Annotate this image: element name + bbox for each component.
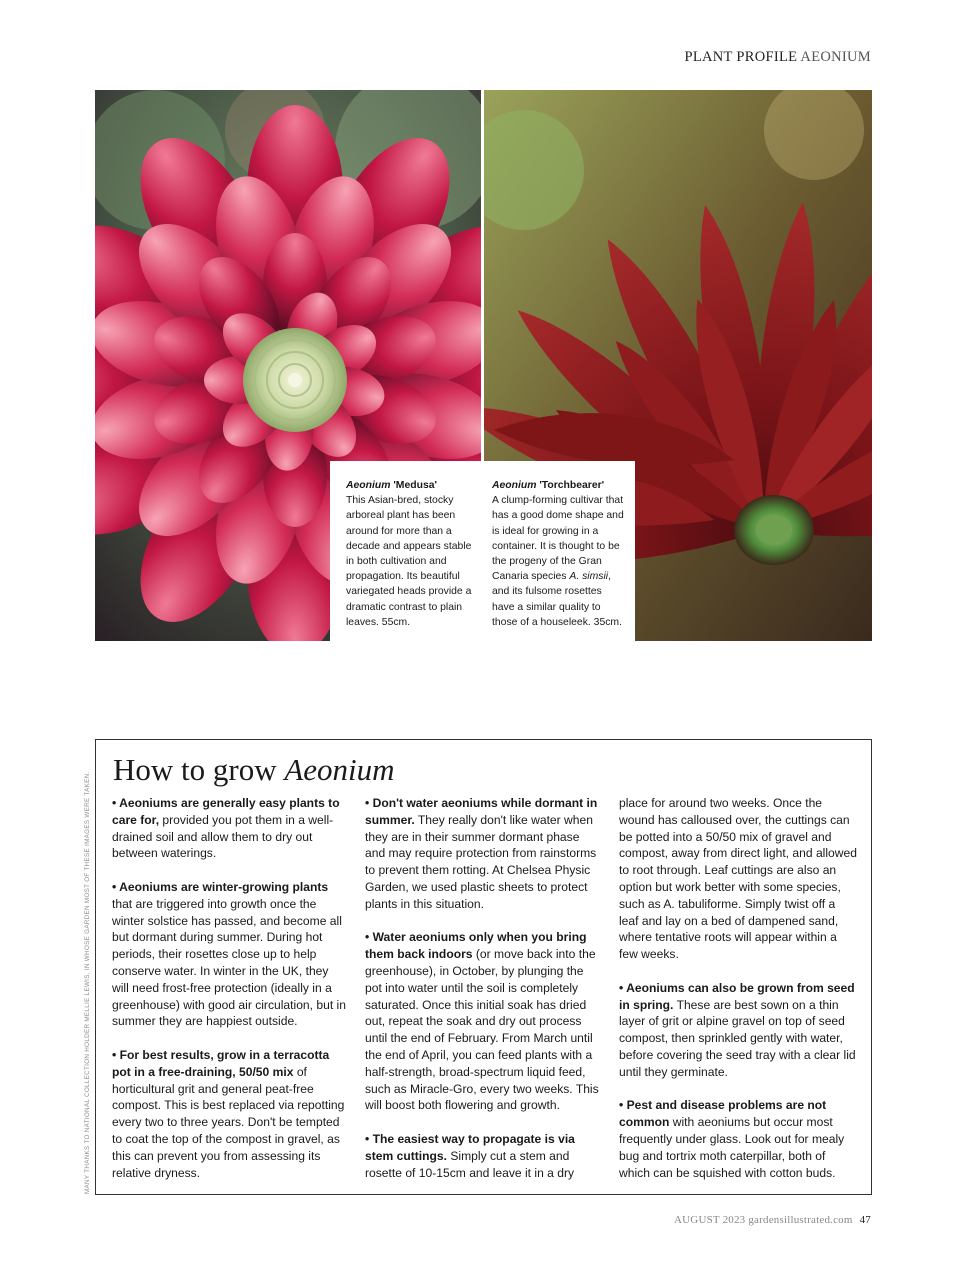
tip-seed-lead: • Aeoniums can also be grown from seed in spring.	[619, 980, 855, 1012]
caption-torchbearer-title	[492, 478, 624, 493]
caption-medusa-title	[346, 478, 476, 493]
column-1	[112, 795, 348, 1198]
tip-water-indoors-text: (or move back into the greenhouse), in October, by plunging the pot into water until the soil is completely saturated. Once this initial soak has dried out, repeat the soak and dry out process until the end of February. From March until the end of April, you can feed plants with a half-strength, broad-spectrum liquid feed, such as Miracle-Gro, every two weeks. This will boost both flowering and growth.	[365, 947, 599, 1113]
caption-box	[330, 461, 635, 641]
caption-torchbearer	[492, 478, 624, 630]
tip-terracotta-pot-lead: • For best results, grow in a terracotta pot in a free-draining, 50/50 mix	[112, 1047, 330, 1079]
tip-propagate	[365, 1131, 601, 1181]
page-footer	[674, 1214, 871, 1226]
tip-pests-lead: • Pest and disease problems are not common	[619, 1098, 827, 1130]
tip-water-indoors	[365, 929, 601, 1114]
how-to-grow-title	[113, 752, 395, 788]
tip-propagate-continued	[619, 795, 857, 963]
footer-issue: AUGUST 2023	[674, 1214, 746, 1226]
tip-dont-water-text: They really don't like water when they are in their summer dormant phase and may require protection from rainstorms to prevent them rotting. At Chelsea Physic Garden, we used plastic sheets to protect plants in this situation.	[365, 812, 597, 911]
running-header	[684, 49, 871, 66]
tip-propagate-text-continued: place for around two weeks. Once the wound has calloused over, the cuttings can be potted into a 50/50 mix of gravel and compost, away from direct light, and allowed to root through. Leaf cuttings are also an option but work better with some species, such as A. tabuliforme. Simply twist off a leaf and lay on a bed of dampened sand, where tentative roots will appear within a few weeks.	[619, 796, 857, 962]
tip-terracotta-pot-text: of horticultural grit and general peat-free compost. This is best replaced via repotting every two to three years. Don't be tempted to coat the top of the compost in gravel, as this can prevent you from assessing its relative dryness.	[112, 1064, 345, 1180]
caption-medusa-text: This Asian-bred, stocky arboreal plant has been around for more than a decade and appears stable in both cultivation and propagation. Its beautiful variegated heads provide a dramatic contrast to plain leaves. 55cm.	[346, 495, 472, 628]
tip-easy-care-text: provided you pot them in a well-drained soil and allow them to dry out between waterings.	[112, 812, 334, 861]
caption-medusa-cultivar: 'Medusa'	[390, 480, 437, 491]
tip-winter-growing	[112, 879, 348, 1030]
column-3	[619, 795, 857, 1198]
column-2	[365, 795, 601, 1198]
tip-dont-water-lead: • Don't water aeoniums while dormant in summer.	[365, 796, 598, 827]
tip-winter-growing-text: that are triggered into growth once the winter solstice has passed, and become all but dormant during summer. During hot periods, their rosettes close up to help conserve water. In winter in the UK, they will need frost-free protection (ideally in a greenhouse) with good air circulation, but in summer they are happiest outside.	[112, 896, 346, 1029]
tip-propagate-lead: • The easiest way to propagate is via stem cuttings.	[365, 1131, 575, 1163]
tip-propagate-text-part: Simply cut a stem and rosette of 10-15cm and leave it in a dry	[365, 1148, 575, 1180]
tip-water-indoors-lead: • Water aeoniums only when you bring them back indoors	[365, 930, 587, 962]
tip-terracotta-pot	[112, 1047, 348, 1181]
tip-pests-text: with aeoniums but occur most frequently under glass. Look out for mealy bug and tortrix moth caterpillar, both of which can be squished with cotton buds.	[619, 1115, 845, 1180]
caption-torchbearer-text-b: , and its fulsome rosettes have a similar quality to those of a houseleek. 35cm.	[492, 571, 622, 628]
caption-torchbearer-species: A. simsii	[569, 571, 609, 583]
header-kicker: PLANT PROFILE	[684, 49, 798, 65]
caption-torchbearer-text-a: A clump-forming cultivar that has a good dome shape and is ideal for growing in a container. It is thought to be the progeny of the Gran Canaria species	[492, 495, 624, 583]
photo-credit: MANY THANKS TO NATIONAL COLLECTION HOLDER MELLIE LEWIS, IN WHOSE GARDEN MOST OF THESE IMAGES WERE TAKEN.	[84, 771, 91, 1194]
tip-dont-water	[365, 795, 601, 913]
header-subject: AEONIUM	[800, 49, 871, 65]
tip-seed	[619, 980, 857, 1081]
tip-winter-growing-lead: • Aeoniums are winter-growing plants	[112, 879, 329, 894]
tip-easy-care-lead: • Aeoniums are generally easy plants to care for,	[112, 796, 340, 827]
footer-site: gardensillustrated.com	[748, 1214, 853, 1226]
how-to-grow-title-italic: Aeonium	[284, 752, 395, 787]
how-to-grow-title-plain: How to grow	[113, 752, 285, 787]
caption-medusa-genus: Aeonium	[346, 480, 391, 491]
how-to-grow-box	[95, 739, 872, 1195]
tip-seed-text: These are best sown on a thin layer of grit or alpine gravel on top of seed compost, then sprinkled gently with water, before covering the seed tray with a clear lid until they germinate.	[619, 997, 856, 1079]
tip-pests	[619, 1097, 857, 1181]
caption-torchbearer-genus: Aeonium	[492, 480, 537, 491]
page-number: 47	[859, 1214, 871, 1226]
caption-medusa	[346, 478, 476, 630]
caption-torchbearer-cultivar: 'Torchbearer'	[536, 480, 605, 491]
tip-easy-care	[112, 795, 348, 862]
